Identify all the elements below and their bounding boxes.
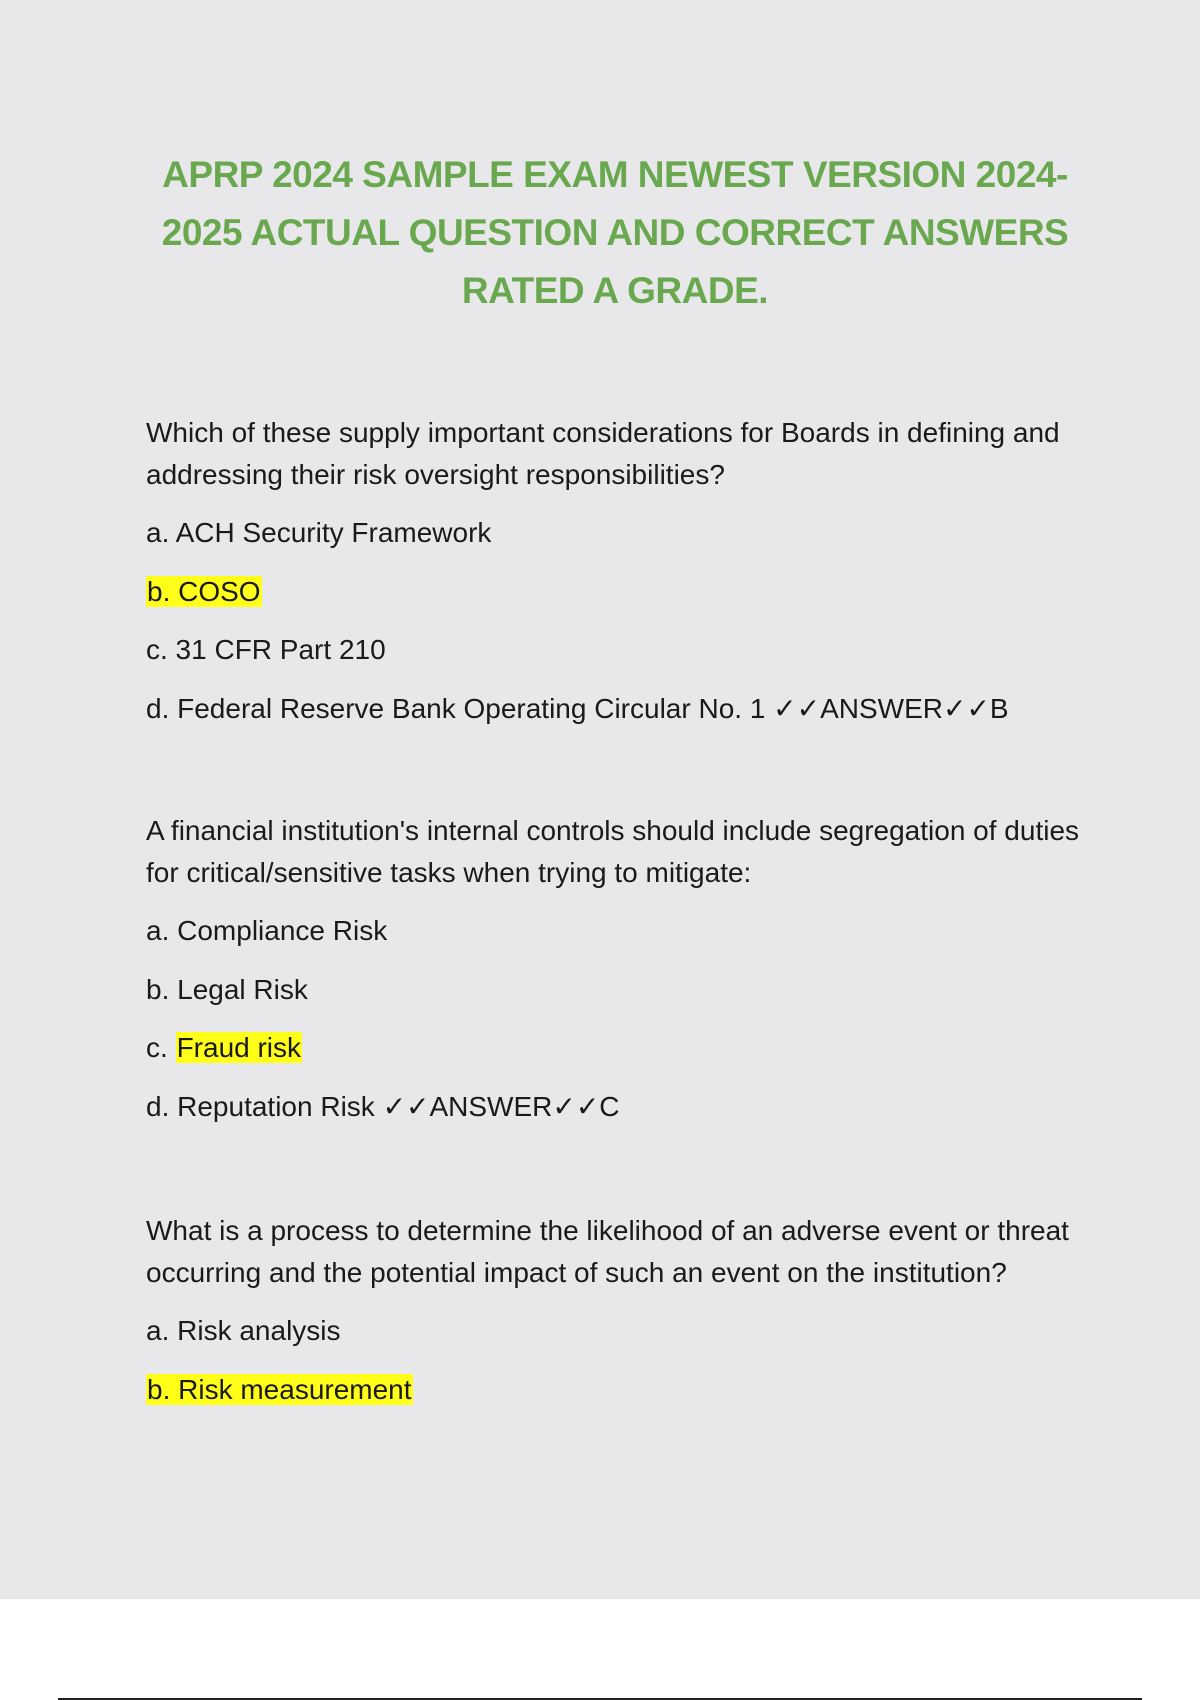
question-block-3 <box>146 1210 1086 1427</box>
question-text: What is a process to determine the likelihood of an adverse event or threat occurring and the potential impact of such an event on the institution? <box>146 1215 1069 1288</box>
option-c <box>146 629 1086 671</box>
option-b <box>146 571 1086 613</box>
option-label: a. ACH Security Framework <box>146 517 492 548</box>
option-label: d. Federal Reserve Bank Operating Circular No. 1 ✓✓ANSWER✓✓B <box>146 692 1009 724</box>
option-a <box>146 1310 1086 1352</box>
option-d <box>146 1086 1086 1128</box>
option-list <box>146 1310 1086 1411</box>
option-b <box>146 1369 1086 1411</box>
document-title: APRP 2024 SAMPLE EXAM NEWEST VERSION 2024-2025 ACTUAL QUESTION AND CORRECT ANSWERS RATED A GRADE. <box>161 154 1069 311</box>
option-b <box>146 969 1086 1011</box>
question-text: A financial institution's internal controls should include segregation of duties for critical/sensitive tasks when trying to mitigate: <box>146 815 1080 888</box>
option-label: a. Risk analysis <box>146 1315 341 1346</box>
option-c <box>146 1027 1086 1069</box>
option-a <box>146 512 1086 554</box>
highlighted-answer: b. Risk measurement <box>147 1373 412 1405</box>
option-label: c. 31 CFR Part 210 <box>146 634 386 665</box>
option-d <box>146 688 1086 730</box>
question-block-2 <box>146 810 1086 1144</box>
option-a <box>146 910 1086 952</box>
highlighted-answer: Fraud risk <box>176 1032 302 1063</box>
question-text: Which of these supply important considerations for Boards in defining and addressing their risk oversight responsibilities? <box>146 417 1060 490</box>
option-label: a. Compliance Risk <box>146 915 388 946</box>
option-label: d. Reputation Risk ✓✓ANSWER✓✓C <box>146 1090 620 1122</box>
option-list <box>146 512 1086 730</box>
option-label: b. Legal Risk <box>146 973 308 1005</box>
highlighted-answer: b. COSO <box>147 575 261 607</box>
question-block-1 <box>146 412 1086 746</box>
option-prefix: c. <box>146 1032 176 1063</box>
option-list <box>146 910 1086 1128</box>
